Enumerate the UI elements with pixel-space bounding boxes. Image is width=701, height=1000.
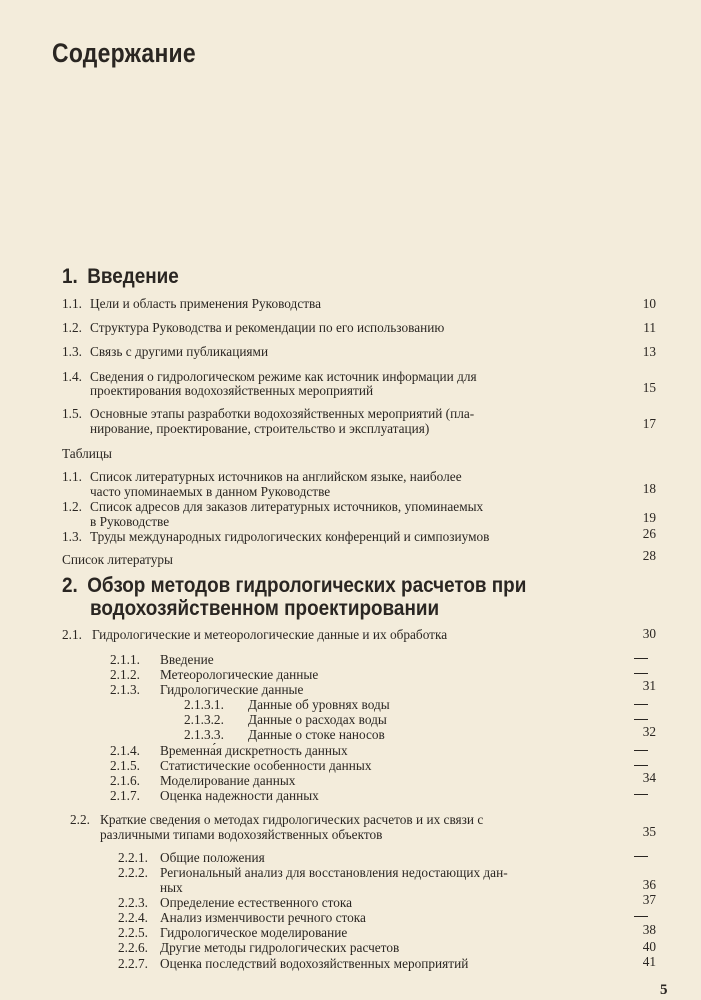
entry-page: 34 [642,770,656,785]
entry-number: 1.2. [62,499,82,514]
entry-text-continued: часто упоминаемых в данном Руководстве [90,484,331,499]
entry-number: 2.2.3. [118,895,148,910]
ditto-dash [634,765,648,766]
toc-subentry [184,727,385,742]
entry-number: 2.1.1. [110,652,140,667]
entry-number: 1.3. [62,529,82,544]
entry-text: Оценка надежности данных [160,788,319,803]
toc-subentry [110,773,295,788]
toc-subentry [118,925,347,940]
entry-text: Гидрологическое моделирование [160,925,348,940]
entry-text: Связь с другими публикациями [90,344,269,359]
toc-entry-2-1 [62,627,447,642]
ditto-dash [634,916,648,917]
entry-text-continued: в Руководстве [90,514,170,529]
references-entry: Список литературы [62,552,173,567]
entry-number: 2.2.6. [118,940,148,955]
entry-text: Сведения о гидрологическом режиме как источник информации для [90,369,477,384]
entry-page: 41 [642,954,656,969]
entry-page: 26 [642,526,656,541]
ditto-dash [634,704,648,705]
entry-number: 2.1.4. [110,743,140,758]
page-number: 5 [660,982,668,998]
entry-number: 2.2.4. [118,910,148,925]
entry-page: 31 [642,678,656,693]
entry-page: 36 [642,877,656,892]
entry-text-continued: ных [160,880,183,895]
entry-number: 2.1.7. [110,788,140,803]
toc-subentry [110,682,303,697]
entry-number: 1.5. [62,406,82,421]
entry-number: 2.2. [70,812,90,827]
entry-page: 15 [642,380,656,395]
entry-page: 17 [642,416,656,431]
entry-number: 2.1.3. [110,682,140,697]
entry-text: Труды международных гидрологических конференций и симпозиумов [90,529,490,544]
toc-subentry [118,910,366,925]
entry-page: 35 [642,824,656,839]
entry-number: 1.4. [62,369,82,384]
entry-number: 1.3. [62,344,82,359]
entry-number: 2.2.2. [118,865,148,880]
entry-text: Данные о расходах воды [248,712,387,727]
toc-subentry [184,697,390,712]
entry-page: 11 [643,320,656,335]
section-title: Введение [87,265,179,288]
toc-entry-1-2 [62,320,444,335]
entry-number: 1.1. [62,296,82,311]
toc-subentry [118,850,265,865]
entry-text: Общие положения [160,850,265,865]
toc-subentry [110,743,348,758]
entry-text: Статистические особенности данных [160,758,372,773]
entry-text: Список адресов для заказов литературных источников, упоминаемых [90,499,484,514]
toc-subentry [110,788,319,803]
section-title: Обзор методов гидрологических расчетов при [87,574,527,597]
toc-entry-1-3 [62,344,268,359]
toc-table-1-1 [62,469,462,484]
page-title: Содержание [52,38,196,68]
entry-page: 19 [642,510,656,525]
entry-text: Введение [160,652,214,667]
entry-text: Данные об уровнях воды [248,697,390,712]
entry-text: Цели и область применения Руководства [90,296,322,311]
entry-number: 1.1. [62,469,82,484]
entry-text-continued: различными типами водохозяйственных объектов [100,827,383,842]
entry-page: 32 [642,724,656,739]
entry-text: Определение естественного стока [160,895,353,910]
entry-page: 28 [642,548,656,563]
entry-page: 30 [642,626,656,641]
section-1-heading [62,265,179,288]
entry-text: Оценка последствий водохозяйственных мероприятий [160,956,469,971]
entry-page: 18 [642,481,656,496]
entry-number: 2.2.1. [118,850,148,865]
entry-number: 2.1.2. [110,667,140,682]
toc-entry-1-5 [62,406,474,421]
entry-page: 38 [642,922,656,937]
ditto-dash [634,750,648,751]
entry-number: 1.2. [62,320,82,335]
toc-entry-1-1 [62,296,321,311]
entry-number: 2.2.5. [118,925,148,940]
section-number: 2. [62,574,78,597]
toc-subentry [118,865,508,880]
entry-page: 37 [642,892,656,907]
entry-number: 2.1.5. [110,758,140,773]
entry-text: Другие методы гидрологических расчетов [160,940,400,955]
toc-table-1-3 [62,529,489,544]
toc-table-1-2 [62,499,483,514]
entry-text: Моделирование данных [160,773,296,788]
entry-text: Гидрологические данные [160,682,304,697]
entry-page: 40 [642,939,656,954]
ditto-dash [634,658,648,659]
entry-text: Временна́я дискретность данных [160,743,348,758]
toc-subentry [110,652,214,667]
entry-text: Структура Руководства и рекомендации по его использованию [90,320,445,335]
entry-number: 2.1.3.2. [184,712,224,727]
toc-subentry [110,758,371,773]
ditto-dash [634,719,648,720]
toc-entry-1-4 [62,369,477,384]
entry-text: Основные этапы разработки водохозяйственных мероприятий (пла- [90,406,475,421]
entry-number: 2.1.6. [110,773,140,788]
toc-subentry [184,712,387,727]
toc-entry-2-2 [70,812,483,827]
entry-number: 2.1. [62,627,82,642]
toc-subentry [110,667,318,682]
entry-text: Краткие сведения о методах гидрологических расчетов и их связи с [100,812,484,827]
tables-heading: Таблицы [62,446,112,461]
ditto-dash [634,856,648,857]
entry-text: Данные о стоке наносов [248,727,385,742]
entry-number: 2.1.3.3. [184,727,224,742]
entry-text: Гидрологические и метеорологические данные и их обработка [92,627,448,642]
ditto-dash [634,673,648,674]
entry-text: Анализ изменчивости речного стока [160,910,366,925]
entry-page: 13 [642,344,656,359]
entry-text: Региональный анализ для восстановления недостающих дан- [160,865,508,880]
section-title-continued: водохозяйственном проектировании [90,597,440,620]
entry-text: Метеорологические данные [160,667,319,682]
toc-subentry [118,956,468,971]
entry-page: 10 [642,296,656,311]
entry-text: Список литературных источников на английском языке, наиболее [90,469,462,484]
toc-subentry [118,940,399,955]
section-2-heading [62,574,526,597]
entry-number: 2.1.3.1. [184,697,224,712]
section-number: 1. [62,265,78,288]
ditto-dash [634,794,648,795]
entry-number: 2.2.7. [118,956,148,971]
entry-text-continued: нирование, проектирование, строительство и эксплуатация) [90,421,430,436]
entry-text-continued: проектирования водохозяйственных мероприятий [90,383,374,398]
toc-subentry [118,895,352,910]
